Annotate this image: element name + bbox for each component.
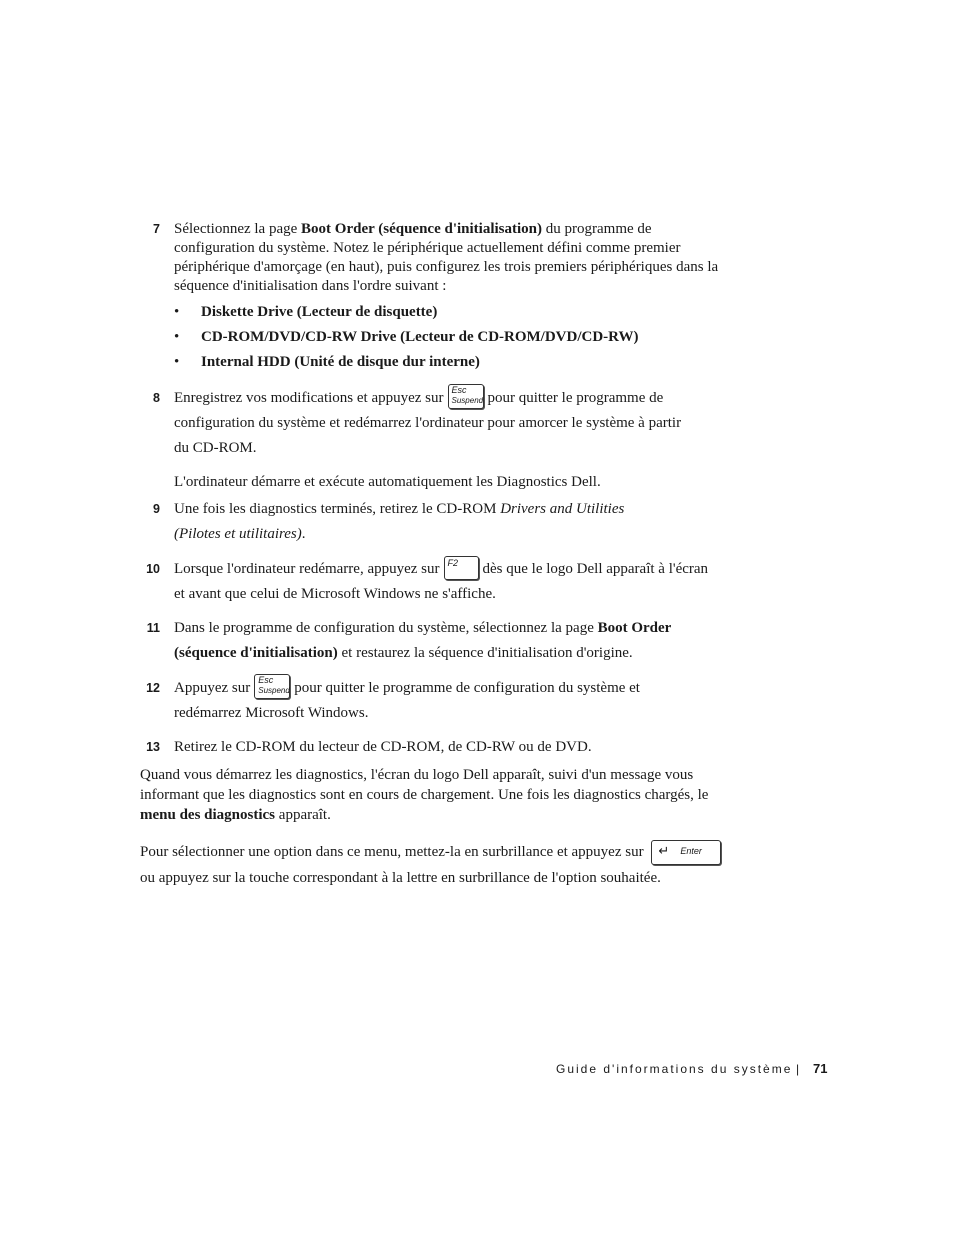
cd-title: Drivers and Utilities (Pilotes et utilitaires)	[174, 501, 625, 542]
menu-name: Boot Order (séquence d'initialisation)	[174, 620, 672, 661]
step-text: Retirez le CD-ROM du lecteur de CD-ROM, de CD-RW ou de DVD.	[174, 739, 592, 755]
footer-separator: |	[796, 1062, 802, 1076]
step-text: Lorsque l'ordinateur redémarre, appuyez sur F2 dès que le logo Dell apparaît à l'écran et avant que celui de Microsoft Windows ne s'affiche.	[174, 557, 709, 602]
step-number: 10	[146, 562, 160, 576]
step-text: Sélectionnez la page Boot Order (séquence d'initialisation) du programme de configuration du système. Notez le périphérique actuellement défini comme premier périphérique d'amorçage (en haut), puis configurez les trois premiers périphériques dans la séquence d'initialisation dans l'ordre suivant :	[174, 221, 719, 294]
menu-name: Boot Order (séquence d'initialisation)	[301, 221, 543, 237]
f2-key-icon: F2	[444, 556, 479, 580]
step-text: Une fois les diagnostics terminés, retirez le CD-ROM Drivers and Utilities (Pilotes et utilitaires).	[174, 501, 625, 542]
step-number: 11	[146, 621, 160, 635]
page-number: 71	[813, 1061, 828, 1076]
bullet-icon: •	[174, 304, 180, 320]
step-text: Enregistrez vos modifications et appuyez sur Esc Suspend pour quitter le programme de configuration du système et redémarrez l'ordinateur pour amorcer le système à partir du CD-ROM.	[174, 385, 682, 456]
bullet-icon: •	[174, 354, 180, 370]
step-note: L'ordinateur démarre et exécute automatiquement les Diagnostics Dell.	[174, 474, 601, 490]
step-number: 7	[153, 222, 160, 236]
step-text: Appuyez sur Esc Suspend pour quitter le programme de configuration du système et redémarrez Microsoft Windows.	[174, 675, 640, 721]
esc-key-icon: Esc Suspend	[448, 384, 484, 409]
enter-key-icon: ↵ Enter	[651, 840, 721, 865]
paragraph: Quand vous démarrez les diagnostics, l'écran du logo Dell apparaît, suivi d'un message vous informant que les diagnostics sont en cours de chargement. Une fois les diagnostics chargés, le menu des diagnostics apparaît.	[140, 767, 709, 823]
paragraph: Pour sélectionner une option dans ce menu, mettez-la en surbrillance et appuyez sur ↵ Enter ou appuyez sur la touche correspondant à la lettre en surbrillance de l'option souhaitée.	[140, 839, 730, 891]
step-number: 12	[146, 681, 160, 695]
step-text: Dans le programme de configuration du système, sélectionnez la page Boot Order (séquence d'initialisation) et restaurez la séquence d'initialisation d'origine.	[174, 620, 672, 661]
menu-name: menu des diagnostics	[140, 807, 276, 823]
step-number: 13	[146, 740, 160, 754]
bullet-icon: •	[174, 329, 180, 345]
footer-title: Guide d'informations du système	[556, 1062, 793, 1076]
step-number: 9	[153, 502, 160, 516]
step-number: 8	[153, 391, 160, 405]
esc-key-icon: Esc Suspend	[254, 674, 290, 699]
page-footer	[556, 1061, 828, 1076]
